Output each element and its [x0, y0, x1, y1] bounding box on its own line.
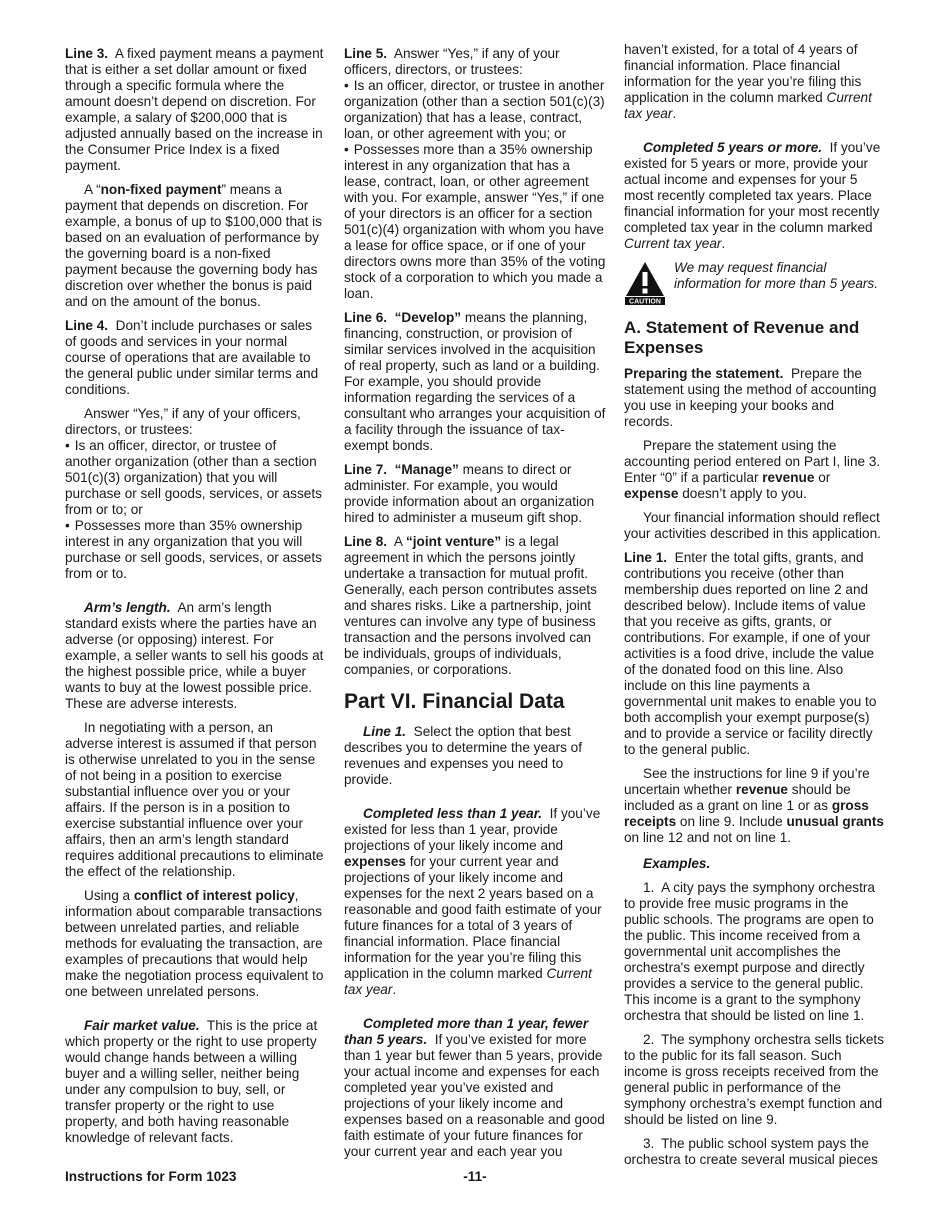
- negotiating-paragraph: In negotiating with a person, an adverse interest is assumed if that person is otherwise unrelated to you in the sense of not being in a position to exercise substantial influence over you or your affairs. If the person is in a position to exercise substantial influence over your affairs, then an arm’s length standard requires additional precautions to eliminate the effect of the relationship.: [65, 720, 324, 879]
- nonfixed-paragraph: A “non-fixed payment” means a payment that depends on discretion. For example, a bonus of up to $100,000 that is based on an evaluation of performance by the governing board is a non-fixed payment because the governing body has discretion over whether the bonus is paid and on the amount of the bonus.: [65, 182, 322, 309]
- line8-paragraph: Line 8. A “joint venture” is a legal agreement in which the persons jointly undertake a transaction for mutual profit. Generally, each person contributes assets and shares risks. Like a partnership, joint ventures can involve any type of business transaction and the persons involved can be individuals, groups of individuals, companies, or corporations.: [344, 534, 597, 677]
- line6-paragraph: Line 6. “Develop” means the planning, financing, construction, or provision of similar services involved in the acquisition of real property, such as land or a building. For example, you should provide information regarding the services of a consultant who arranges your acquisition of a facility through the issuance of tax-exempt bonds.: [344, 310, 606, 453]
- column-3: [624, 42, 886, 1176]
- line7-paragraph: Line 7. “Manage” means to direct or administer. For example, you would provide information about an organization hired to administer a museum gift shop.: [344, 462, 595, 525]
- footer-form-title: Instructions for Form 1023: [65, 1169, 237, 1184]
- part-vi-heading: Part VI. Financial Data: [344, 690, 565, 713]
- continued-paragraph: haven’t existed, for a total of 4 years of financial information. Place financial information for the year you’re filing this application in the column marked Current tax year.: [624, 42, 872, 121]
- more-than-1-year-paragraph: Completed more than 1 year, fewer than 5 years. If you’ve existed for more than 1 year but fewer than 5 years, provide your actual income and expenses for each completed year you’ve existed and projections of your likely income and expenses based on a reasonable and good faith estimate of your future finances for your current year and each year you: [344, 1016, 605, 1159]
- five-years-paragraph: Completed 5 years or more. If you’ve existed for 5 years or more, provide your actual income and expenses for your 5 most recently completed tax years. Place financial information for your most recently completed tax year in the column marked Current tax year.: [624, 140, 881, 251]
- arms-length-paragraph: Arm’s length. An arm’s length standard exists where the parties have an adverse (or opposing) interest. For example, a seller wants to sell his goods at the highest possible price, while a buyer wants to buy at the lowest possible price. These are adverse interests.: [65, 600, 324, 711]
- section-a-heading: A. Statement of Revenue and Expenses: [624, 318, 860, 357]
- line5-bullet-2: • Possesses more than a 35% ownership interest in any organization that has a lease, contract, loan, or other agreement with you. For example, answer “Yes,” if one of your directors is an officer for a section 501(c)(4) organization with whom you have a lease for office space, or if one of your directors owns more than 35% of the voting stock of a corporation to which you made a loan.: [344, 142, 606, 302]
- examples-heading: Examples.: [643, 856, 711, 871]
- caution-label: CAUTION: [629, 298, 661, 306]
- reflect-paragraph: Your financial information should reflect your activities described in this application.: [624, 510, 881, 541]
- coi-paragraph: Using a conflict of interest policy, information about comparable transactions between unrelated parties, and reliable methods for evaluating the transaction, are examples of precautions that would help make the negotiation process equivalent to one between unrelated persons.: [65, 888, 324, 999]
- see-instructions-paragraph: See the instructions for line 9 if you’re uncertain whether revenue should be included as a grant on line 1 or as gross receipts on line 9. Include unusual grants on line 12 and not on line 1.: [624, 766, 884, 845]
- line4-answer: Answer “Yes,” if any of your officers, directors, or trustees:: [65, 406, 301, 437]
- example-1: 1. A city pays the symphony orchestra to provide free music programs in the public schools. The programs are open to the public. This income received from a governmental unit accomplishes the orchestra's exempt purpose and directly provides a service to the general public. This income is a grant to the symphony orchestra that should be listed on line 1.: [624, 880, 875, 1023]
- preparing-paragraph: Preparing the statement. Prepare the statement using the method of accounting you use in keeping your books and records.: [624, 366, 877, 429]
- line4-bullet-2: • Possesses more than 35% ownership interest in any organization that you will purchase or sell goods, services, or assets from or to.: [65, 518, 325, 582]
- p6-line1-paragraph: Line 1. Select the option that best describes you to determine the years of revenues and expenses you need to provide.: [344, 724, 583, 787]
- column-2: [344, 46, 606, 1168]
- line5-paragraph: Line 5. Answer “Yes,” if any of your officers, directors, or trustees:: [344, 46, 560, 77]
- line4-paragraph: Line 4. Don’t include purchases or sales of goods and services in your normal course of operations that are available to the general public under similar terms and conditions.: [65, 318, 319, 397]
- line1-paragraph: Line 1. Enter the total gifts, grants, and contributions you receive (other than membership dues reported on line 2 and described below). Include items of value that you receive as gifts, grants, or contributions. For example, if one of your activities is a food drive, include the value of the donated food on this line. Also include on this line payments a governmental unit makes to enable you to both accomplish your exempt purpose(s) and to provide a service or facility directly to the general public.: [624, 550, 877, 757]
- caution-note: [624, 260, 886, 306]
- column-1: [65, 46, 325, 1154]
- caution-icon: [624, 260, 666, 306]
- example-2: 2. The symphony orchestra sells tickets to the public for its fall season. Such income is gross receipts received from the general public in performance of the symphony orchestra’s exempt function and should be listed on line 9.: [624, 1032, 885, 1127]
- line5-bullet-1: • Is an officer, director, or trustee in another organization (other than a section 501(c)(3) organization) that has a lease, contract, loan, or other agreement with you; or: [344, 78, 606, 142]
- less-than-1-year-paragraph: Completed less than 1 year. If you’ve existed for less than 1 year, provide projections of your likely income and expenses for your current year and projections of your likely income and expenses for the next 2 years based on a reasonable and good faith estimate of your future finances for a total of 3 years of financial information. Place financial information for the year you’re filing this application in the column marked Current tax year.: [344, 806, 602, 997]
- page-number: -11-: [463, 1169, 487, 1184]
- example-3: 3. The public school system pays the orchestra to create several musical pieces: [624, 1136, 878, 1167]
- line4-bullet-1: • Is an officer, director, or trustee of another organization (other than a section 501(c)(3) organization) that you will purchase or sell goods, services, or assets from or to; or: [65, 438, 325, 518]
- line3-paragraph: Line 3. A fixed payment means a payment that is either a set dollar amount or fixed through a specific formula where the amount doesn’t depend on discretion. For example, a salary of $200,000 that is adjusted annually based on the increase in the Consumer Price Index is a fixed payment.: [65, 46, 324, 173]
- caution-text: We may request financial information for more than 5 years.: [674, 260, 878, 291]
- fmv-paragraph: Fair market value. This is the price at which property or the right to use property would change hands between a willing buyer and a willing seller, neither being under any compulsion to buy, sell, or transfer property or the right to use property, and both having reasonable knowledge of relevant facts.: [65, 1018, 318, 1145]
- preparing-2-paragraph: Prepare the statement using the accounting period entered on Part I, line 3. Enter “0” if a particular revenue or expense doesn’t apply to you.: [624, 438, 881, 501]
